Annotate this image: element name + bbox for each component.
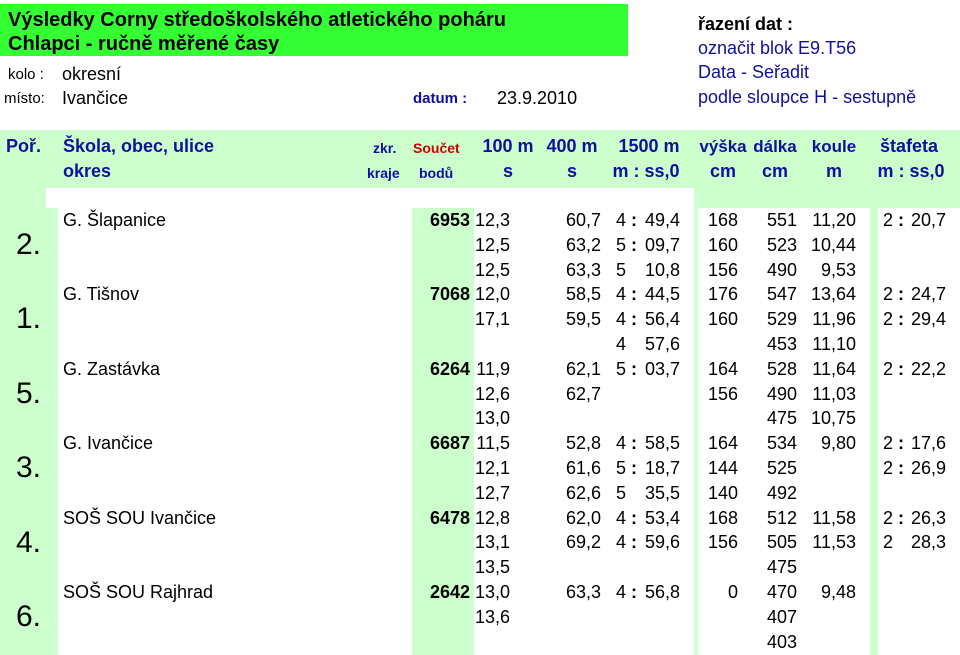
col-400m: 400 m bbox=[546, 136, 598, 156]
sort-note-title: řazení dat : bbox=[698, 14, 794, 34]
result-m1500-sep: : bbox=[631, 458, 637, 478]
team-rank: 6. bbox=[16, 600, 42, 633]
result-koule: 11,58 bbox=[812, 507, 856, 528]
result-m100: 12,5 bbox=[474, 259, 510, 280]
result-m400: 60,7 bbox=[565, 210, 601, 230]
result-m1500-sep: : bbox=[631, 210, 637, 230]
col-vyska-unit: cm bbox=[709, 161, 736, 181]
result-dalka: 407 bbox=[766, 606, 797, 627]
result-st-sep: : bbox=[898, 309, 904, 330]
result-vyska: 176 bbox=[707, 284, 738, 305]
result-m100: 12,6 bbox=[474, 383, 510, 404]
result-m1500-sep: : bbox=[631, 309, 637, 330]
col-koule: koule bbox=[811, 137, 857, 156]
result-koule: 9,48 bbox=[820, 582, 856, 602]
misto-value: Ivančice bbox=[62, 88, 129, 108]
result-koule: 11,96 bbox=[812, 309, 856, 330]
result-dalka: 475 bbox=[766, 408, 797, 429]
result-m400: 63,3 bbox=[565, 582, 601, 602]
col-school-sub: okres bbox=[63, 161, 112, 181]
result-m1500-min: 5 bbox=[615, 358, 626, 379]
result-st-sec: 28,3 bbox=[910, 532, 946, 553]
result-m1500-min: 4 bbox=[615, 507, 626, 528]
result-dalka: 453 bbox=[766, 334, 797, 354]
result-st-sec: 20,7 bbox=[910, 210, 946, 230]
result-m1500-min: 4 bbox=[615, 582, 626, 602]
result-m1500-min: 4 bbox=[615, 309, 626, 330]
result-koule: 11,03 bbox=[812, 383, 856, 404]
result-dalka: 523 bbox=[766, 234, 797, 255]
col-zkr: zkr. bbox=[373, 140, 397, 156]
team-rank: 1. bbox=[16, 302, 42, 336]
result-st-min: 2 bbox=[882, 284, 893, 305]
result-m400: 52,8 bbox=[565, 433, 601, 454]
result-dalka: 403 bbox=[766, 631, 797, 652]
kolo-label: kolo : bbox=[8, 66, 44, 83]
col-1500m: 1500 m bbox=[618, 136, 680, 156]
result-st-min: 2 bbox=[882, 433, 893, 454]
col-vyska: výška bbox=[699, 137, 747, 156]
result-koule: 13,64 bbox=[810, 284, 856, 305]
result-m400: 62,1 bbox=[565, 358, 601, 379]
result-m100: 13,6 bbox=[474, 606, 510, 627]
result-dalka: 547 bbox=[766, 284, 797, 305]
result-vyska: 140 bbox=[707, 482, 738, 503]
result-m100: 12,3 bbox=[474, 210, 510, 230]
result-m1500-sec: 49,4 bbox=[644, 210, 680, 230]
result-vyska: 160 bbox=[707, 309, 738, 330]
result-m400: 59,5 bbox=[565, 309, 601, 330]
result-st-min: 2 bbox=[882, 507, 893, 528]
result-m400: 62,0 bbox=[565, 507, 601, 528]
result-koule: 9,80 bbox=[820, 433, 856, 454]
result-m100: 13,0 bbox=[474, 582, 510, 602]
result-vyska: 168 bbox=[707, 507, 738, 528]
result-m1500-sec: 58,5 bbox=[644, 433, 680, 454]
result-dalka: 529 bbox=[766, 309, 797, 330]
result-vyska: 156 bbox=[707, 259, 738, 280]
result-st-sec: 24,7 bbox=[910, 284, 946, 305]
col-stafeta-unit: m : ss,0 bbox=[877, 161, 945, 181]
team-school: SOŠ SOU Ivančice bbox=[63, 507, 217, 528]
team-school: SOŠ SOU Rajhrad bbox=[63, 582, 214, 602]
result-m400: 61,6 bbox=[565, 458, 601, 478]
col-1500m-unit: m : ss,0 bbox=[612, 161, 680, 181]
result-m100: 13,0 bbox=[474, 408, 510, 429]
result-m1500-sec: 56,8 bbox=[644, 582, 680, 602]
result-m100: 13,1 bbox=[474, 532, 510, 553]
header-spacer bbox=[0, 188, 46, 208]
rank-column-bg bbox=[0, 208, 58, 655]
result-m400: 58,5 bbox=[565, 284, 601, 305]
result-st-sec: 22,2 bbox=[910, 358, 946, 379]
result-m1500-sec: 44,5 bbox=[644, 284, 680, 305]
result-dalka: 492 bbox=[766, 482, 797, 503]
result-m1500-min: 4 bbox=[615, 284, 626, 305]
result-st-sec: 17,6 bbox=[910, 433, 946, 454]
result-m1500-min: 5 bbox=[615, 458, 626, 478]
result-st-sep: : bbox=[898, 358, 904, 379]
result-koule: 10,44 bbox=[810, 234, 856, 255]
result-dalka: 525 bbox=[766, 458, 797, 478]
result-st-min: 2 bbox=[882, 210, 893, 230]
col-rank: Poř. bbox=[6, 136, 42, 156]
datum-label: datum : bbox=[413, 90, 468, 107]
result-vyska: 156 bbox=[707, 532, 738, 553]
col-zkr-sub: kraje bbox=[367, 165, 400, 181]
result-m1500-sep: : bbox=[631, 433, 637, 454]
result-st-sec: 29,4 bbox=[910, 309, 946, 330]
result-m1500-min: 4 bbox=[615, 334, 626, 354]
result-vyska: 156 bbox=[707, 383, 738, 404]
team-points: 2642 bbox=[429, 582, 470, 602]
sort-note-line3: Data - Seřadit bbox=[698, 62, 810, 82]
result-st-min: 2 bbox=[882, 309, 893, 330]
result-koule: 11,53 bbox=[812, 532, 856, 553]
team-points: 6953 bbox=[429, 210, 470, 230]
col-school: Škola, obec, ulice bbox=[63, 136, 215, 156]
result-m100: 13,5 bbox=[474, 557, 510, 578]
result-m100: 11,9 bbox=[476, 358, 510, 379]
result-m1500-sec: 35,5 bbox=[644, 482, 680, 503]
result-m1500-min: 5 bbox=[615, 259, 626, 280]
col-soucet: Součet bbox=[413, 140, 460, 156]
team-rank: 5. bbox=[16, 376, 42, 410]
col-stafeta: štafeta bbox=[879, 136, 939, 156]
result-m100: 11,5 bbox=[476, 433, 510, 454]
result-m100: 12,1 bbox=[474, 458, 510, 478]
result-m1500-sep: : bbox=[631, 532, 637, 553]
result-m1500-min: 4 bbox=[615, 433, 626, 454]
result-dalka: 551 bbox=[766, 210, 797, 230]
sort-note-line4: podle sloupce H - sestupně bbox=[698, 87, 917, 107]
result-st-sep: : bbox=[898, 507, 904, 528]
col-dalka: dálka bbox=[753, 137, 797, 156]
result-m100: 17,1 bbox=[474, 309, 510, 330]
result-koule: 9,53 bbox=[820, 259, 856, 280]
team-rank: 2. bbox=[16, 228, 42, 261]
team-rank: 3. bbox=[16, 451, 42, 485]
result-koule: 11,10 bbox=[812, 334, 856, 354]
datum-value: 23.9.2010 bbox=[497, 88, 578, 108]
result-m1500-sec: 18,7 bbox=[644, 458, 680, 478]
result-m1500-min: 4 bbox=[615, 532, 626, 553]
result-vyska: 164 bbox=[707, 358, 738, 379]
result-dalka: 534 bbox=[766, 433, 797, 454]
result-m1500-sec: 53,4 bbox=[644, 507, 680, 528]
result-m1500-sep: : bbox=[631, 234, 637, 255]
page-title: Výsledky Corny středoškolského atletického poháru bbox=[8, 9, 506, 31]
result-m1500-sec: 57,6 bbox=[644, 334, 680, 354]
result-m1500-min: 5 bbox=[615, 482, 626, 503]
result-dalka: 490 bbox=[766, 383, 797, 404]
team-school: G. Ivančice bbox=[63, 433, 154, 454]
result-m1500-sep: : bbox=[631, 507, 637, 528]
result-st-sep: : bbox=[898, 284, 904, 305]
result-m1500-min: 4 bbox=[615, 210, 626, 230]
col-100m-unit: s bbox=[502, 161, 513, 181]
team-school: G. Zastávka bbox=[63, 358, 161, 379]
team-rank: 4. bbox=[16, 525, 42, 559]
result-m1500-sep: : bbox=[631, 284, 637, 305]
result-m100: 12,5 bbox=[474, 234, 510, 255]
team-points: 6478 bbox=[429, 507, 470, 528]
result-m1500-sep: : bbox=[631, 582, 637, 602]
result-st-min: 2 bbox=[882, 358, 893, 379]
result-m400: 63,2 bbox=[565, 234, 601, 255]
result-koule: 11,64 bbox=[812, 358, 856, 379]
result-st-sep: : bbox=[898, 458, 904, 478]
kolo-value: okresní bbox=[62, 64, 122, 84]
result-st-sep: : bbox=[898, 210, 904, 230]
result-dalka: 490 bbox=[766, 259, 797, 280]
result-vyska: 164 bbox=[707, 433, 738, 454]
result-dalka: 475 bbox=[766, 557, 797, 578]
result-m1500-sec: 03,7 bbox=[644, 358, 680, 379]
result-m1500-sec: 56,4 bbox=[644, 309, 680, 330]
result-dalka: 512 bbox=[766, 507, 797, 528]
col-100m: 100 m bbox=[482, 136, 534, 156]
result-m1500-sep: : bbox=[631, 358, 637, 379]
header-spacer-right bbox=[694, 188, 960, 208]
result-st-sec: 26,9 bbox=[910, 458, 946, 478]
result-vyska: 144 bbox=[707, 458, 738, 478]
col-400m-unit: s bbox=[566, 161, 577, 181]
team-points: 6264 bbox=[429, 358, 470, 379]
result-m1500-sec: 59,6 bbox=[644, 532, 680, 553]
result-m1500-min: 5 bbox=[615, 234, 626, 255]
team-school: G. Tišnov bbox=[63, 284, 140, 305]
team-school: G. Šlapanice bbox=[63, 210, 167, 230]
team-points: 7068 bbox=[429, 284, 470, 305]
col-koule-unit: m bbox=[825, 161, 842, 181]
result-koule: 10,75 bbox=[810, 408, 856, 429]
result-m400: 63,3 bbox=[565, 259, 601, 280]
page-subtitle: Chlapci - ručně měřené časy bbox=[8, 33, 280, 55]
result-koule: 11,20 bbox=[812, 210, 856, 230]
result-m1500-sec: 10,8 bbox=[644, 259, 680, 280]
col-soucet-sub: bodů bbox=[419, 165, 454, 181]
result-dalka: 470 bbox=[766, 582, 797, 602]
result-m1500-sec: 09,7 bbox=[644, 234, 680, 255]
result-st-min: 2 bbox=[882, 458, 893, 478]
result-m400: 62,7 bbox=[565, 383, 601, 404]
sort-note-line2: označit blok E9.T56 bbox=[698, 38, 857, 58]
result-vyska: 0 bbox=[727, 582, 738, 602]
col-dalka-unit: cm bbox=[761, 161, 788, 181]
result-st-sec: 26,3 bbox=[910, 507, 946, 528]
result-st-sep: : bbox=[898, 433, 904, 454]
result-m100: 12,8 bbox=[474, 507, 510, 528]
result-dalka: 528 bbox=[766, 358, 797, 379]
result-st-min: 2 bbox=[882, 532, 893, 553]
result-m400: 62,6 bbox=[565, 482, 601, 503]
result-vyska: 168 bbox=[707, 210, 738, 230]
result-dalka: 505 bbox=[766, 532, 797, 553]
misto-label: místo: bbox=[4, 90, 45, 107]
result-m100: 12,7 bbox=[474, 482, 510, 503]
team-points: 6687 bbox=[429, 433, 470, 454]
result-m100: 12,0 bbox=[474, 284, 510, 305]
result-m400: 69,2 bbox=[565, 532, 601, 553]
result-vyska: 160 bbox=[707, 234, 738, 255]
